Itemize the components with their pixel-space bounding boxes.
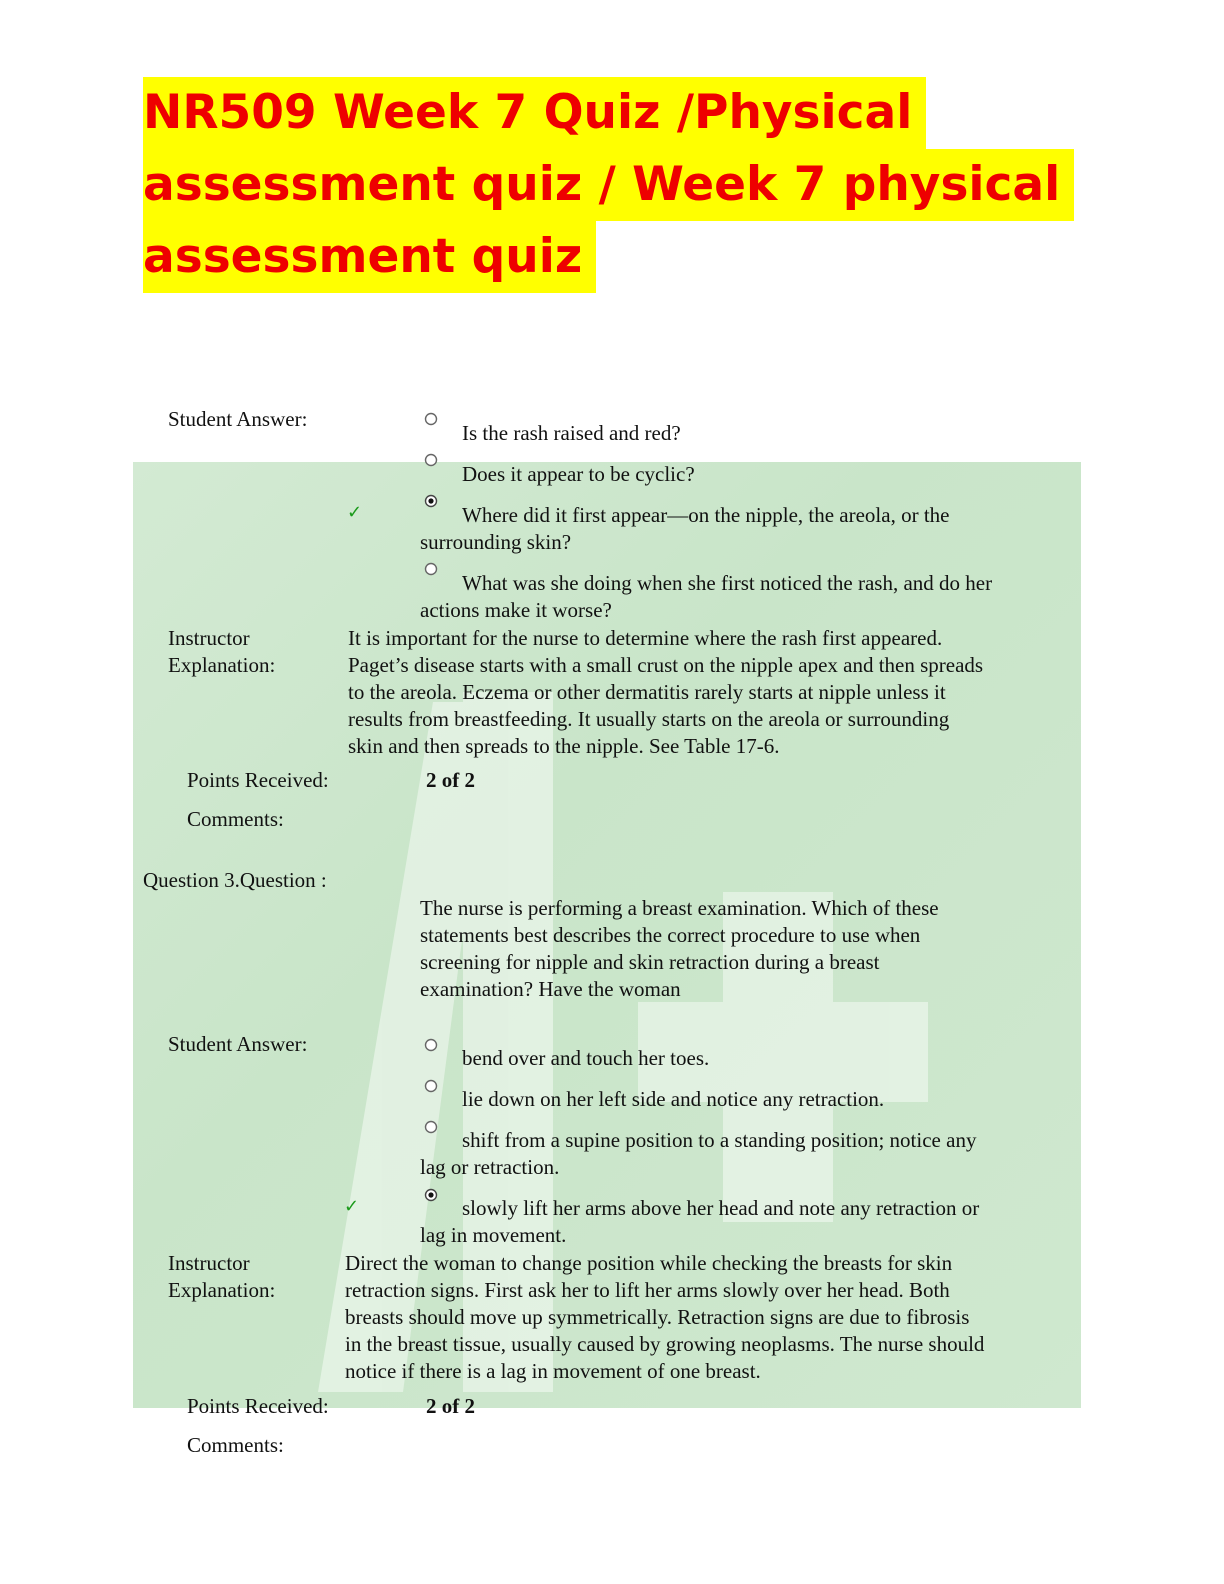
q3-option-3-cont: lag or retraction. (420, 1155, 560, 1179)
q3-option-4: slowly lift her arms above her head and note any retraction or (462, 1196, 980, 1220)
q3-option-3: shift from a supine position to a standing position; notice any (462, 1128, 977, 1152)
instructor-label-q3: Instructor (168, 1251, 250, 1275)
q3-option-1: bend over and touch her toes. (462, 1046, 710, 1070)
comments-label-q2: Comments: (187, 807, 284, 831)
correct-check-icon: ✓ (347, 502, 363, 523)
q2-option-3-cont: surrounding skin? (420, 530, 572, 554)
q3-option-4-cont: lag in movement. (420, 1223, 567, 1247)
q2-explanation-line: It is important for the nurse to determine where the rash first appeared. (348, 626, 943, 650)
correct-check-icon: ✓ (344, 1196, 360, 1217)
q2-explanation-line: to the areola. Eczema or other dermatitis rarely starts at nipple unless it (348, 680, 946, 704)
q3-question-line: screening for nipple and skin retraction during a breast (420, 950, 880, 974)
title-line-3: assessment quiz (143, 221, 596, 293)
radio-selected-icon[interactable] (424, 494, 438, 508)
radio-unselected-icon[interactable] (424, 562, 438, 576)
q2-option-4-cont: actions make it worse? (420, 598, 612, 622)
radio-unselected-icon[interactable] (424, 1120, 438, 1134)
explanation-label-q3: Explanation: (168, 1278, 276, 1302)
q3-explanation-line: breasts should move up symmetrically. Retraction signs are due to fibrosis (345, 1305, 970, 1329)
instructor-label-q2: Instructor (168, 626, 250, 650)
q3-heading: Question 3.Question : (143, 868, 327, 892)
q3-question-line: The nurse is performing a breast examination. Which of these (420, 896, 939, 920)
radio-selected-icon[interactable] (424, 1188, 438, 1202)
student-answer-label-q2: Student Answer: (168, 407, 308, 431)
q3-explanation-line: notice if there is a lag in movement of one breast. (345, 1359, 761, 1383)
q3-explanation-line: Direct the woman to change position while checking the breasts for skin (345, 1251, 953, 1275)
q3-question-line: examination? Have the woman (420, 977, 681, 1001)
explanation-label-q2: Explanation: (168, 653, 276, 677)
title-line-1: NR509 Week 7 Quiz /Physical (143, 77, 926, 149)
radio-unselected-icon[interactable] (424, 453, 438, 467)
q3-explanation-line: in the breast tissue, usually caused by growing neoplasms. The nurse should (345, 1332, 985, 1356)
q3-points-value: 2 of 2 (426, 1394, 475, 1418)
points-received-label-q2: Points Received: (187, 768, 329, 792)
student-answer-label-q3: Student Answer: (168, 1032, 308, 1056)
q2-option-1: Is the rash raised and red? (462, 421, 681, 445)
q2-option-4: What was she doing when she first noticed the rash, and do her (462, 571, 993, 595)
q2-points-value: 2 of 2 (426, 768, 475, 792)
q2-explanation-line: results from breastfeeding. It usually starts on the areola or surrounding (348, 707, 950, 731)
radio-unselected-icon[interactable] (424, 1079, 438, 1093)
q2-option-3: Where did it first appear—on the nipple, the areola, or the (462, 503, 950, 527)
radio-unselected-icon[interactable] (424, 1038, 438, 1052)
points-received-label-q3: Points Received: (187, 1394, 329, 1418)
q2-explanation-line: skin and then spreads to the nipple. See Table 17-6. (348, 734, 780, 758)
q2-explanation-line: Paget’s disease starts with a small crust on the nipple apex and then spreads (348, 653, 984, 677)
q3-question-line: statements best describes the correct procedure to use when (420, 923, 921, 947)
q3-explanation-line: retraction signs. First ask her to lift her arms slowly over her head. Both (345, 1278, 950, 1302)
q2-option-2: Does it appear to be cyclic? (462, 462, 695, 486)
q3-option-2: lie down on her left side and notice any retraction. (462, 1087, 885, 1111)
title-line-2: assessment quiz / Week 7 physical (143, 149, 1074, 221)
comments-label-q3: Comments: (187, 1433, 284, 1457)
radio-unselected-icon[interactable] (424, 412, 438, 426)
